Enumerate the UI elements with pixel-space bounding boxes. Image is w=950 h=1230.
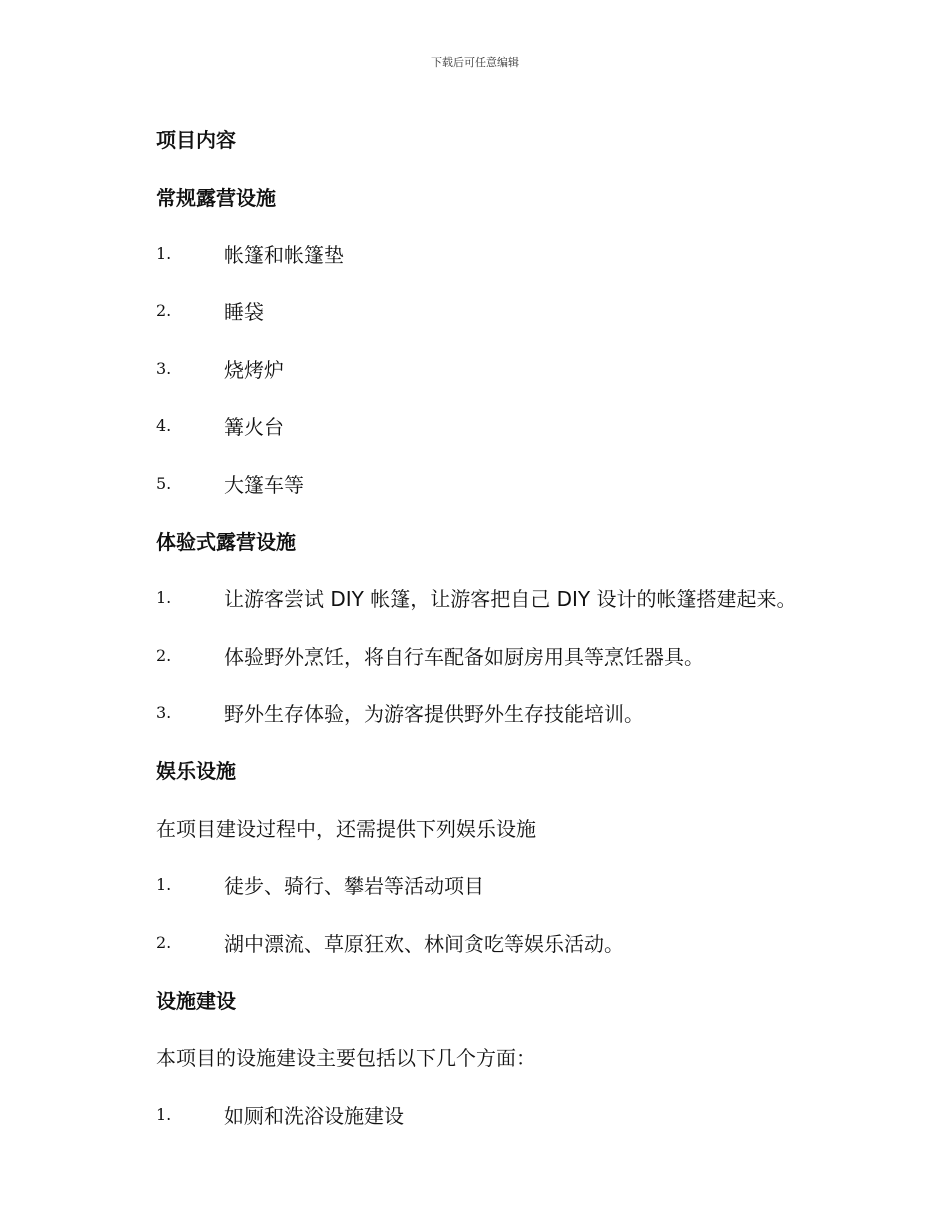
page-header-note: 下载后可任意编辑 — [431, 56, 519, 69]
list-item — [156, 282, 876, 339]
heading-text: 常规露营设施 — [156, 185, 276, 210]
section-heading — [156, 110, 876, 167]
document-body — [156, 110, 876, 1143]
list-item — [156, 913, 876, 970]
heading-text: 娱乐设施 — [156, 759, 236, 784]
section-heading — [156, 741, 876, 798]
list-item — [156, 856, 876, 913]
paragraph-text: 本项目的设施建设主要包括以下几个方面： — [156, 1046, 536, 1071]
section-heading — [156, 971, 876, 1028]
list-text: 让游客尝试 DIY 帐篷，让游客把自己 DIY 设计的帐篷搭建起来。 — [224, 587, 797, 612]
list-number: 1. — [156, 875, 172, 895]
paragraph-text: 在项目建设过程中，还需提供下列娱乐设施 — [156, 816, 536, 841]
section-heading — [156, 512, 876, 569]
paragraph — [156, 1028, 876, 1085]
list-number: 3. — [156, 703, 172, 723]
list-item — [156, 454, 876, 511]
list-number: 2. — [156, 301, 172, 321]
list-text: 野外生存体验，为游客提供野外生存技能培训。 — [224, 702, 644, 727]
list-text: 徒步、骑行、攀岩等活动项目 — [224, 874, 484, 899]
list-item — [156, 627, 876, 684]
list-item — [156, 225, 876, 282]
list-number: 5. — [156, 473, 172, 493]
list-text: 烧烤炉 — [224, 357, 284, 382]
list-text: 如厕和洗浴设施建设 — [224, 1103, 404, 1128]
list-number: 2. — [156, 645, 172, 665]
list-text: 湖中漂流、草原狂欢、林间贪吃等娱乐活动。 — [224, 931, 624, 956]
list-item — [156, 397, 876, 454]
list-item — [156, 569, 876, 626]
list-number: 1. — [156, 243, 172, 263]
paragraph — [156, 799, 876, 856]
list-text: 睡袋 — [224, 300, 264, 325]
list-item — [156, 684, 876, 741]
list-text: 帐篷和帐篷垫 — [224, 242, 344, 267]
heading-text: 设施建设 — [156, 989, 236, 1014]
list-text: 大篷车等 — [224, 472, 304, 497]
list-number: 1. — [156, 1104, 172, 1124]
list-text: 篝火台 — [224, 415, 284, 440]
heading-text: 项目内容 — [156, 128, 236, 153]
list-text: 体验野外烹饪，将自行车配备如厨房用具等烹饪器具。 — [224, 644, 704, 669]
list-number: 3. — [156, 358, 172, 378]
list-number: 4. — [156, 416, 172, 436]
list-item — [156, 340, 876, 397]
list-item — [156, 1086, 876, 1143]
heading-text: 体验式露营设施 — [156, 529, 296, 554]
list-number: 2. — [156, 932, 172, 952]
section-heading — [156, 167, 876, 224]
list-number: 1. — [156, 588, 172, 608]
